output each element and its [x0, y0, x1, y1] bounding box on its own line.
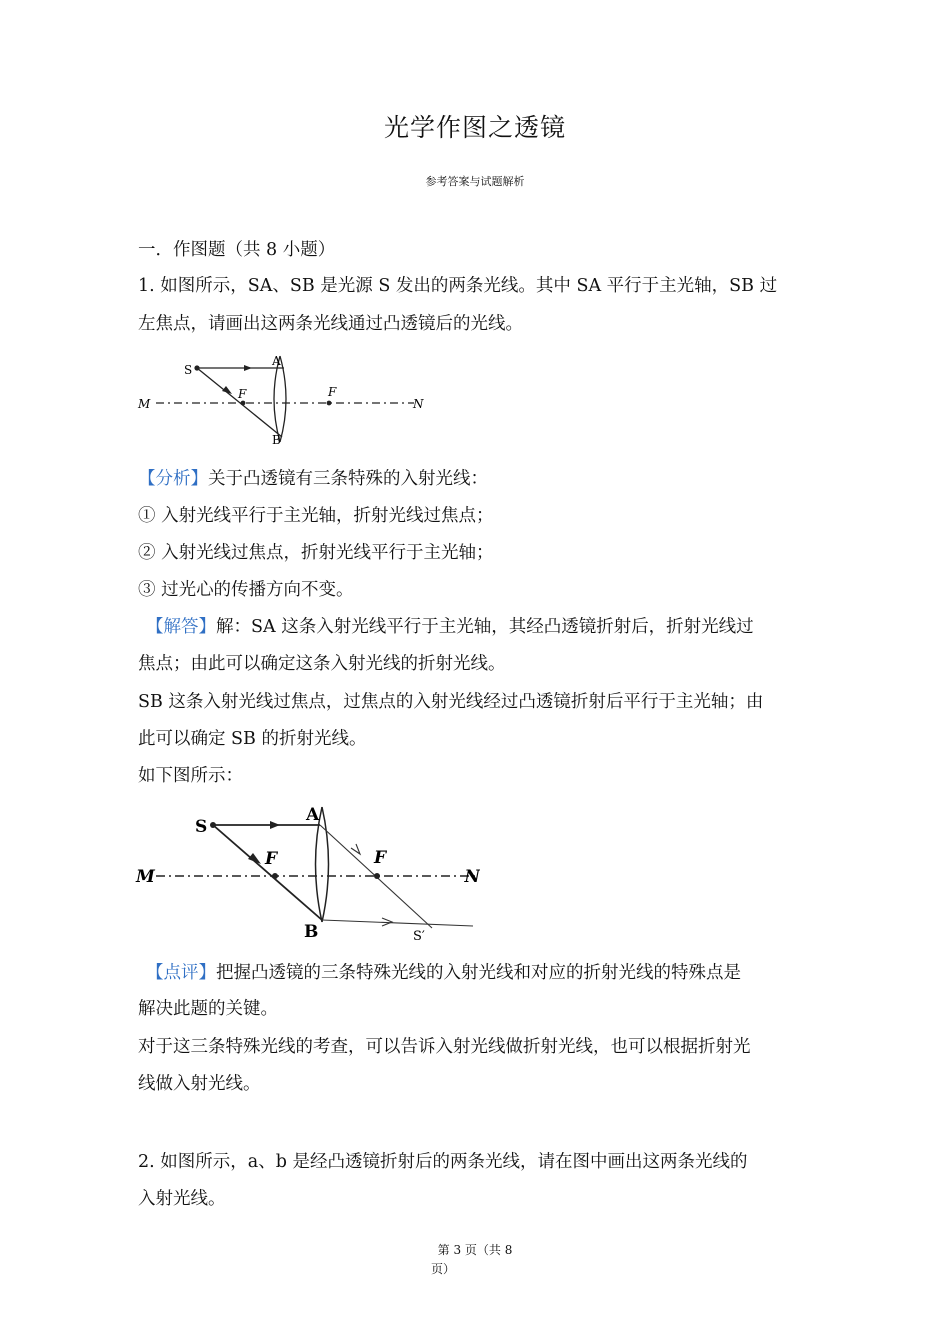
- answer-tag: 【解答】: [146, 617, 216, 637]
- analysis-item-1: ① 入射光线平行于主光轴，折射光线过焦点；: [138, 506, 494, 526]
- page-title: 光学作图之透镜: [383, 113, 566, 142]
- lens-left-edge: [322, 807, 329, 922]
- label-a: A: [272, 354, 281, 368]
- q2-text-line1: 2. 如图所示，a、b 是经凸透镜折射后的两条光线，请在图中画出这两条光线的: [138, 1152, 748, 1172]
- analysis-text: 关于凸透镜有三条特殊的入射光线：: [208, 469, 488, 489]
- arrow-sa: [270, 821, 280, 829]
- arrow-refracted-a: [351, 844, 360, 854]
- page-subtitle: 参考答案与试题解析: [425, 175, 525, 188]
- label-n: N: [464, 867, 480, 887]
- lens-right-edge: [274, 356, 280, 442]
- label-n: N: [413, 397, 424, 411]
- label-m: M: [136, 867, 155, 887]
- answer-line4: 此可以确定 SB 的折射光线。: [138, 729, 367, 749]
- label-b: B: [272, 433, 281, 447]
- comment-text: 把握凸透镜的三条特殊光线的入射光线和对应的折射光线的特殊点是: [216, 963, 741, 983]
- right-focus-point: [327, 401, 332, 406]
- label-b: B: [304, 922, 319, 942]
- answer-text: 解：SA 这条入射光线平行于主光轴，其经凸透镜折射后，折射光线过: [216, 617, 754, 637]
- q1-diagram: [132, 352, 432, 452]
- label-f-left: F: [238, 387, 247, 401]
- comment-line1: [146, 961, 741, 985]
- label-f-right: F: [374, 848, 387, 868]
- label-f-right: F: [328, 385, 337, 399]
- q1-text-line2: 左焦点，请画出这两条光线通过凸透镜后的光线。: [138, 314, 523, 334]
- q1-text-line1: 1. 如图所示，SA、SB 是光源 S 发出的两条光线。其中 SA 平行于主光轴，SB 过: [138, 276, 778, 296]
- right-focus-point: [374, 873, 380, 879]
- analysis-item-3: ③ 过光心的传播方向不变。: [138, 580, 354, 600]
- analysis-tag: 【分析】: [138, 469, 208, 489]
- arrow-sa: [244, 365, 252, 371]
- analysis-item-2: ② 入射光线过焦点，折射光线平行于主光轴；: [138, 543, 494, 563]
- label-s: S: [195, 817, 208, 837]
- comment-line3: 对于这三条特殊光线的考查，可以告诉入射光线做折射光线，也可以根据折射光: [138, 1037, 751, 1057]
- comment-line4: 线做入射光线。: [138, 1074, 261, 1094]
- label-a: A: [306, 805, 320, 825]
- page-number-line2: 页）: [430, 1262, 455, 1276]
- left-focus-point: [272, 873, 278, 879]
- answer-line1: [146, 615, 754, 639]
- answer-line3: SB 这条入射光线过焦点，过焦点的入射光线经过凸透镜折射后平行于主光轴；由: [138, 692, 764, 712]
- analysis-intro: [138, 467, 488, 491]
- answer-line2: 焦点；由此可以确定这条入射光线的折射光线。: [138, 654, 506, 674]
- left-focus-point: [241, 401, 246, 406]
- refracted-ray-b: [322, 920, 473, 926]
- comment-line2: 解决此题的关键。: [138, 999, 278, 1019]
- label-f-left: F: [265, 849, 278, 869]
- ray-sb: [213, 825, 322, 920]
- answer-line5: 如下图所示：: [138, 766, 243, 786]
- source-point: [194, 365, 199, 370]
- source-point: [210, 822, 216, 828]
- comment-tag: 【点评】: [146, 963, 216, 983]
- page-number-line1: 第 3 页（共 8: [437, 1243, 513, 1257]
- q2-text-line2: 入射光线。: [138, 1189, 226, 1209]
- section-heading: 一．作图题（共 8 小题）: [138, 240, 336, 260]
- q1-solution-diagram: [130, 800, 480, 945]
- lens-left-edge: [280, 356, 286, 442]
- label-s: S: [184, 363, 193, 377]
- label-m: M: [138, 397, 151, 411]
- label-s-prime: S′: [413, 929, 425, 944]
